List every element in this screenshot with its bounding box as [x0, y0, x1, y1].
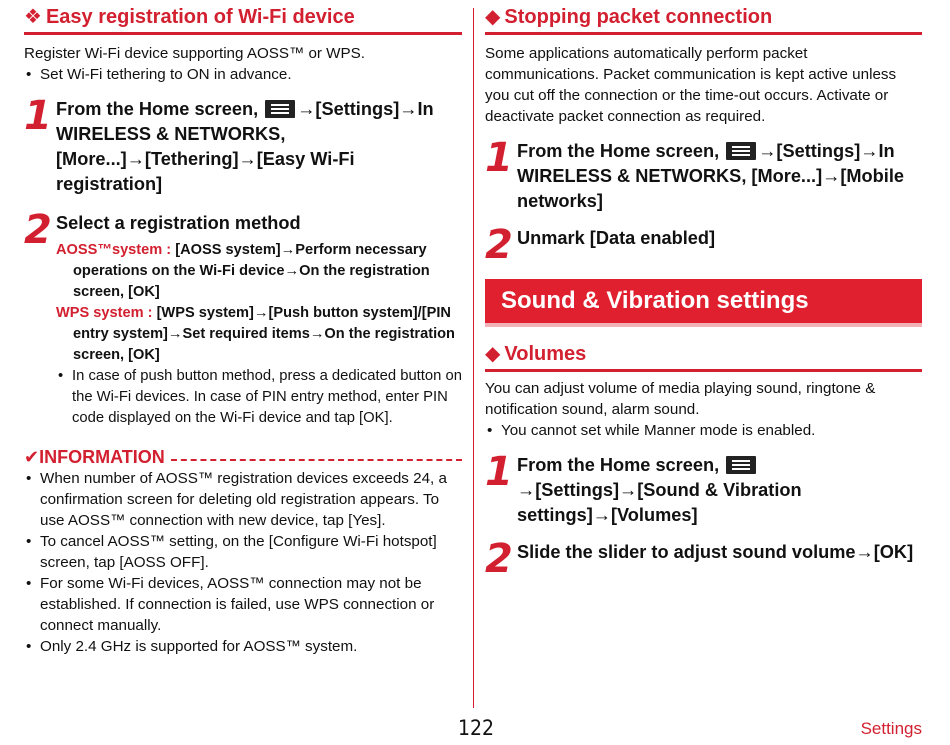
intro-text: Register Wi-Fi device supporting AOSS™ or WPS.	[24, 45, 365, 62]
step-text: From the Home screen, →[Settings]→In WIRELESS & NETWORKS, [More...]→[Tethering]→[Easy Wi-Fi registration]	[56, 99, 434, 194]
step-number: 2	[485, 222, 513, 268]
step-number: 1	[24, 93, 52, 139]
list-item: • Only 2.4 GHz is supported for AOSS™ system.	[24, 636, 462, 657]
step-text: Select a registration method	[56, 213, 301, 233]
step-number: 2	[485, 536, 513, 582]
information-list	[24, 468, 462, 657]
dashed-rule	[171, 459, 462, 461]
list-item: • Set Wi-Fi tethering to ON in advance.	[24, 64, 462, 85]
step-text: From the Home screen, →[Settings]→In WIRELESS & NETWORKS, [More...]→[Mobile networks]	[517, 141, 904, 211]
step-number: 1	[485, 135, 513, 181]
list-item: • You cannot set while Manner mode is enabled.	[485, 420, 922, 441]
diamond-icon: ◆	[485, 6, 501, 28]
stop-intro-text: Some applications automatically perform packet communications. Packet communication is kept active unless you cut off the connection or the time-out occurs. Activate or deactivate packet connection as required.	[485, 45, 897, 125]
intro-bullets	[24, 64, 462, 85]
section-title-easy-registration: ❖ Easy registration of Wi-Fi device	[24, 0, 462, 35]
wps-option: WPS system : [WPS system]→[Push button system]/[PIN entry system]→Set required items→On the registration screen, [OK]	[56, 305, 455, 363]
diamond-cluster-icon: ❖	[24, 6, 42, 28]
list-item: • For some Wi-Fi devices, AOSS™ connection may not be established. If connection is failed, use WPS connection or connect manually.	[24, 573, 462, 636]
menu-key-icon	[726, 456, 756, 474]
step-2	[24, 207, 462, 429]
volumes-bullets	[485, 420, 922, 441]
list-item: • In case of push button method, press a dedicated button on the Wi-Fi devices. In case of PIN entry method, enter PIN code displayed on the Wi-Fi device and tap [OK].	[56, 366, 462, 429]
left-column	[24, 0, 462, 657]
chapter-banner: Sound & Vibration settings	[485, 279, 922, 327]
step-number: 1	[485, 449, 513, 495]
diamond-icon: ◆	[485, 343, 501, 365]
section-title-volumes: ◆ Volumes	[485, 337, 922, 372]
section-title-stopping-packet: ◆ Stopping packet connection	[485, 0, 922, 35]
page-number: 122	[458, 716, 495, 740]
step-text: Slide the slider to adjust sound volume→[OK]	[517, 542, 914, 562]
step-1	[24, 93, 462, 197]
stop-step-2	[485, 222, 922, 268]
list-item: • When number of AOSS™ registration devices exceeds 24, a confirmation screen for deleting old registration appears. To use AOSS™ connection with new device, tap [Yes].	[24, 468, 462, 531]
volumes-step-1	[485, 449, 922, 528]
column-divider	[473, 8, 474, 708]
volumes-intro-text: You can adjust volume of media playing sound, ringtone & notification sound, alarm sound.	[485, 380, 876, 418]
step-2-note	[56, 366, 462, 429]
volumes-step-2	[485, 536, 922, 582]
step-text: Unmark [Data enabled]	[517, 228, 716, 248]
right-column	[485, 0, 922, 582]
footer-section-label: Settings	[860, 719, 922, 738]
list-item: • To cancel AOSS™ setting, on the [Configure Wi-Fi hotspot] screen, tap [AOSS OFF].	[24, 531, 462, 573]
menu-key-icon	[265, 100, 295, 118]
step-number: 2	[24, 207, 52, 253]
step-text: From the Home screen, →[Settings]→[Sound & Vibration settings]→[Volumes]	[517, 455, 802, 525]
menu-key-icon	[726, 142, 756, 160]
stop-step-1	[485, 135, 922, 214]
aoss-option: AOSS™system : [AOSS system]→Perform necessary operations on the Wi-Fi device→On the registration screen, [OK]	[56, 242, 430, 300]
information-heading: ✔INFORMATION	[24, 447, 462, 468]
